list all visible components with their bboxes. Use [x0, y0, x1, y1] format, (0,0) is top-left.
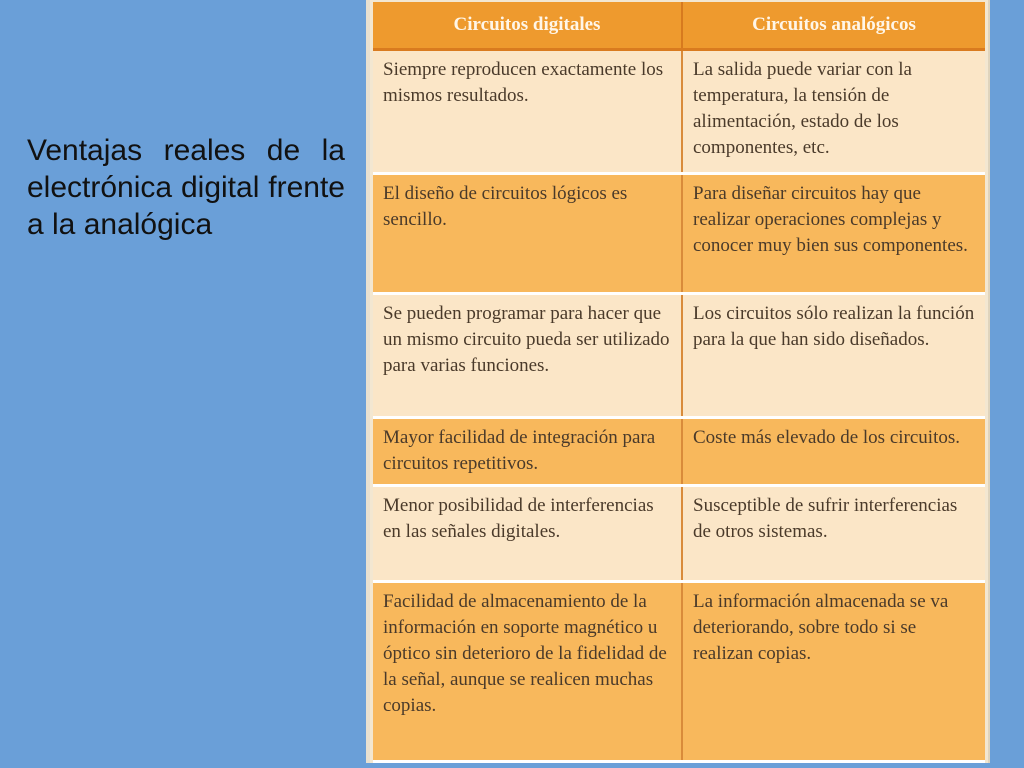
cell-analog: Coste más elevado de los circuitos. — [682, 418, 985, 486]
cell-digital: Facilidad de almacenamiento de la información en soporte magnético u óptico sin deterioro de la fidelidad de la señal, aunque se realicen muchas copias. — [373, 582, 682, 762]
cell-digital: Menor posibilidad de interferencias en las señales digitales. — [373, 486, 682, 582]
header-analog: Circuitos analógicos — [682, 2, 985, 50]
table-row — [373, 486, 985, 582]
cell-analog: La salida puede variar con la temperatura, la tensión de alimentación, estado de los componentes, etc. — [682, 50, 985, 174]
comparison-table-image — [366, 0, 990, 763]
header-digital: Circuitos digitales — [373, 2, 682, 50]
cell-analog: Los circuitos sólo realizan la función para la que han sido diseñados. — [682, 294, 985, 418]
table-row — [373, 50, 985, 174]
cell-digital: Se pueden programar para hacer que un mismo circuito pueda ser utilizado para varias funciones. — [373, 294, 682, 418]
cell-analog: Para diseñar circuitos hay que realizar operaciones complejas y conocer muy bien sus componentes. — [682, 174, 985, 294]
cell-digital: El diseño de circuitos lógicos es sencillo. — [373, 174, 682, 294]
table-row — [373, 294, 985, 418]
table-row — [373, 418, 985, 486]
slide-caption: Ventajas reales de la electrónica digital frente a la analógica — [27, 134, 345, 241]
table-row — [373, 582, 985, 762]
cell-analog: La información almacenada se va deteriorando, sobre todo si se realizan copias. — [682, 582, 985, 762]
comparison-table — [373, 2, 985, 763]
cell-analog: Susceptible de sufrir interferencias de otros sistemas. — [682, 486, 985, 582]
table-row — [373, 174, 985, 294]
cell-digital: Mayor facilidad de integración para circuitos repetitivos. — [373, 418, 682, 486]
cell-digital: Siempre reproducen exactamente los mismos resultados. — [373, 50, 682, 174]
table-header-row — [373, 2, 985, 50]
